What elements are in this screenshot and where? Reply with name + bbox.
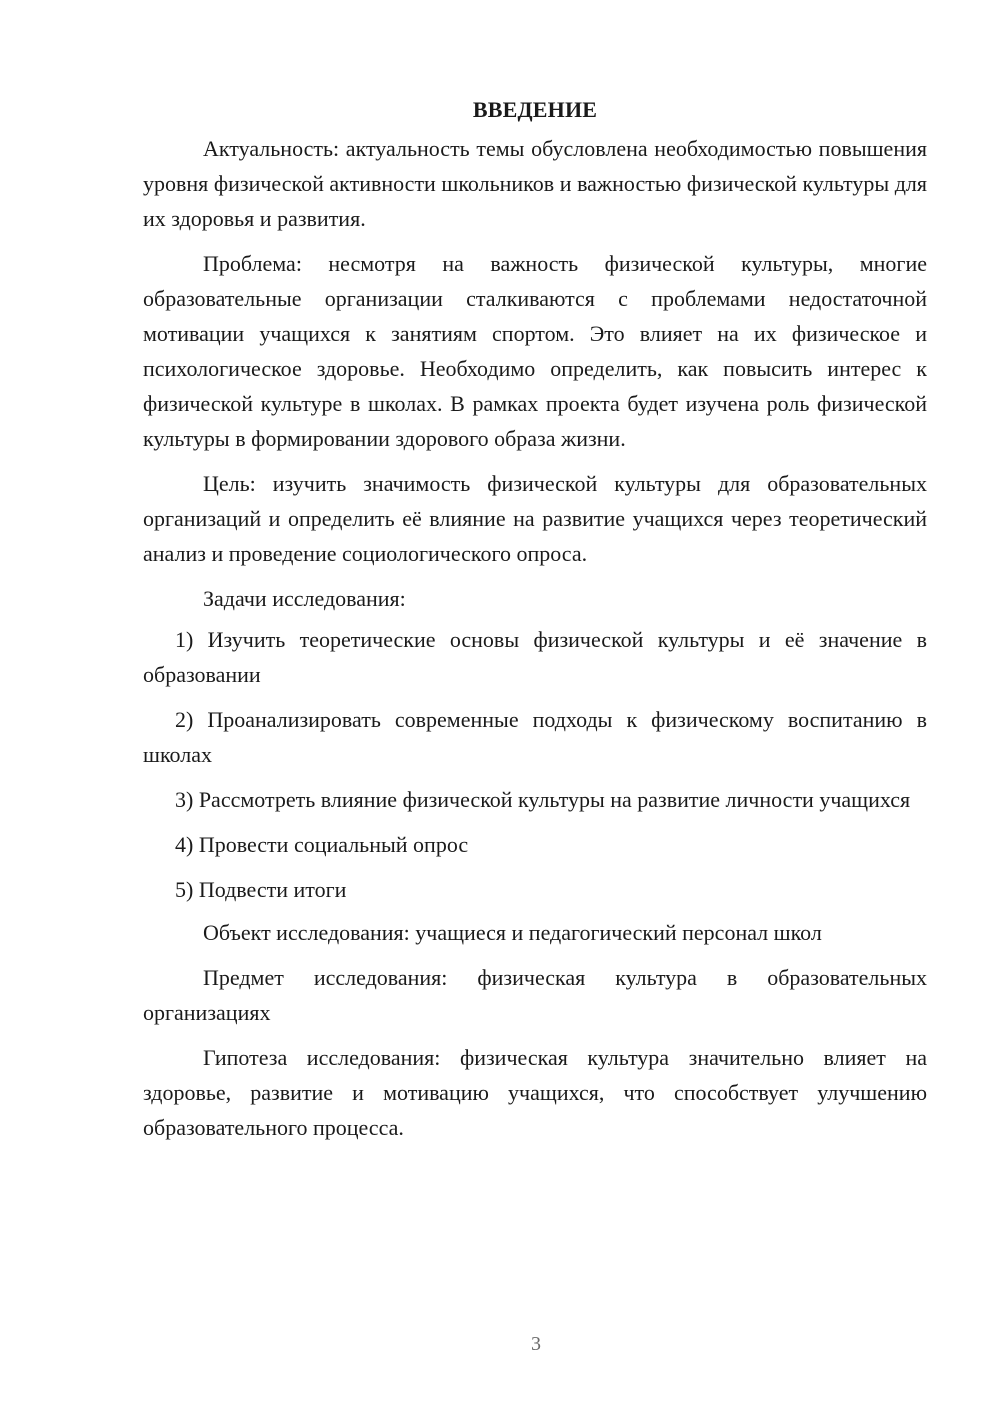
tasks-heading: Задачи исследования: [203,586,406,611]
goal-paragraph: Цель: изучить значимость физической культуры для образовательных организаций и определить её влияние на развитие учащихся через теоретический анализ и проведение социологического опроса. [143,471,927,566]
list-item: 3) Рассмотреть влияние физической культуры на развитие личности учащихся [175,787,911,812]
document-page [143,92,927,1155]
object-paragraph: Объект исследования: учащиеся и педагогический персонал школ [203,920,822,945]
section-title: ВВЕДЕНИЕ [472,97,598,122]
relevance-paragraph: Актуальность: актуальность темы обусловлена необходимостью повышения уровня физической активности школьников и важностью физической культуры для их здоровья и развития. [143,136,927,231]
hypothesis-paragraph: Гипотеза исследования: физическая культура значительно влияет на здоровье, развитие и мотивацию учащихся, что способствует улучшению образовательного процесса. [143,1045,927,1140]
list-item: 1) Изучить теоретические основы физической культуры и её значение в образовании [143,627,927,687]
list-item: 5) Подвести итоги [175,877,347,902]
problem-paragraph: Проблема: несмотря на важность физической культуры, многие образовательные организации сталкиваются с проблемами недостаточной мотивации учащихся к занятиям спортом. Это влияет на их физическое и психологическое здоровье. Необходимо определить, как повысить интерес к физической культуре в школах. В рамках проекта будет изучена роль физической культуры в формировании здорового образа жизни. [143,251,927,451]
subject-paragraph: Предмет исследования: физическая культура в образовательных организациях [143,965,927,1025]
page-number: 3 [531,1333,541,1355]
list-item: 2) Проанализировать современные подходы к физическому воспитанию в школах [143,707,927,767]
list-item: 4) Провести социальный опрос [175,832,469,857]
tasks-list [143,622,927,907]
